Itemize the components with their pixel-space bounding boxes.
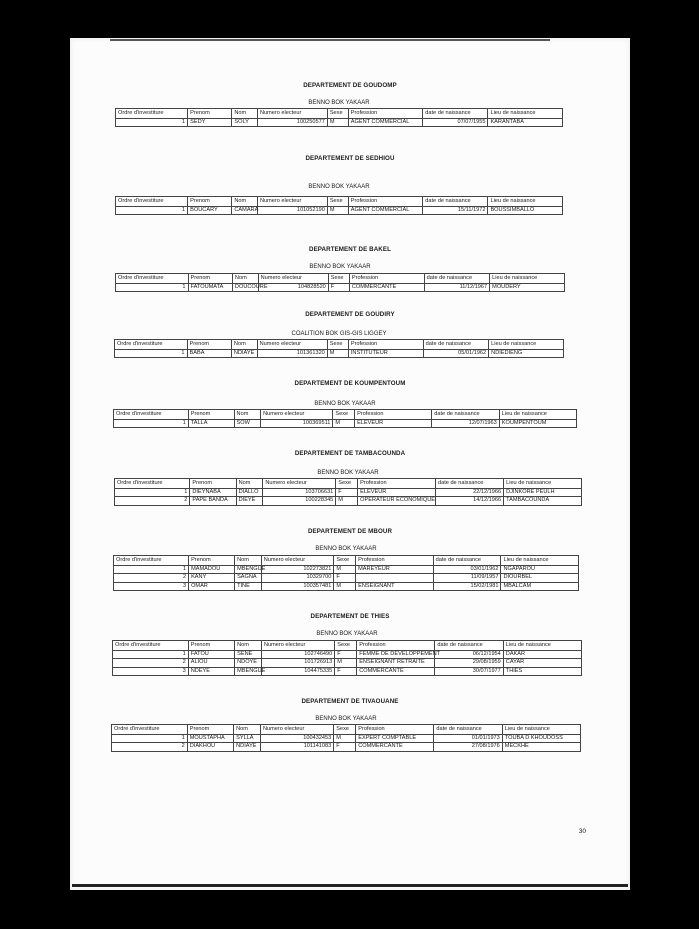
column-header: Numero electeur — [261, 410, 333, 420]
table-cell: M — [333, 419, 355, 428]
table-cell: DIEYE — [236, 497, 263, 506]
table-cell: TAMBACOUNDA — [504, 497, 582, 506]
table-row — [114, 574, 579, 583]
table-row — [114, 419, 577, 428]
column-header: Sexe — [334, 725, 356, 735]
table-cell: F — [336, 488, 358, 497]
departement-title: DEPARTEMENT DE BAKEL — [309, 246, 391, 253]
column-header: Prenom — [189, 556, 235, 566]
column-header: Nom — [232, 197, 258, 207]
column-header: Nom — [236, 479, 263, 489]
table-cell: SYLLA — [234, 734, 261, 743]
table-cell: KOUMPENTOUM — [499, 419, 576, 428]
table-cell: 101052190 — [257, 206, 327, 215]
column-header: Lieu de naissance — [504, 479, 582, 489]
table-cell: NDEYE — [188, 667, 234, 676]
table-cell: M — [327, 118, 348, 127]
table-cell: 2 — [115, 497, 190, 506]
table-cell: F — [328, 283, 349, 292]
table-cell: MBENGUE — [235, 667, 262, 676]
table-header-row — [115, 340, 564, 350]
column-header: Ordre d'investiture — [115, 340, 188, 350]
column-header: Lieu de naissance — [502, 725, 580, 735]
table-cell: 1 — [116, 206, 188, 215]
column-header: Lieu de naissance — [489, 340, 564, 350]
table-row — [116, 283, 565, 292]
column-header: Nom — [235, 556, 262, 566]
column-header: Sexe — [336, 479, 358, 489]
table-header-row — [115, 479, 582, 489]
table-cell: F — [335, 667, 357, 676]
candidates-table — [111, 724, 581, 752]
table-cell: PAPE BANDA — [190, 497, 236, 506]
departement-title: DEPARTEMENT DE TAMBACOUNDA — [294, 450, 406, 457]
table-row — [113, 659, 582, 668]
column-header: date de naissance — [432, 410, 500, 420]
table-cell: 2 — [114, 574, 189, 583]
page-bottom-edge — [72, 884, 628, 887]
table-header-row — [113, 641, 582, 651]
column-header: Profession — [358, 479, 436, 489]
table-cell: 1 — [115, 349, 188, 358]
table-header-row — [112, 725, 581, 735]
table-cell: F — [334, 743, 356, 752]
column-header: Ordre d'investiture — [114, 410, 189, 420]
candidates-table — [112, 640, 582, 676]
table-cell: 102746490 — [261, 650, 334, 659]
column-header: Nom — [234, 410, 261, 420]
table-row — [113, 650, 582, 659]
table-row — [115, 497, 582, 506]
column-header: Sexe — [334, 556, 356, 566]
table-cell: DAKAR — [503, 650, 581, 659]
departement-title: DEPARTEMENT DE SEDHIOU — [305, 155, 395, 162]
table-cell: AGENT COMMERCIAL — [348, 206, 423, 215]
table-cell: M — [334, 565, 356, 574]
table-header-row — [116, 274, 565, 284]
departement-title: DEPARTEMENT DE THIES — [310, 613, 390, 620]
table-row — [115, 349, 564, 358]
table-cell: 101141083 — [260, 743, 333, 752]
column-header: Profession — [357, 641, 435, 651]
table-cell: SENE — [235, 650, 262, 659]
table-cell: M — [336, 497, 358, 506]
column-header: Ordre d'investiture — [115, 479, 190, 489]
table-cell: 2 — [113, 659, 189, 668]
departement-title: DEPARTEMENT DE MBOUR — [307, 528, 393, 535]
column-header: date de naissance — [435, 641, 503, 651]
table-cell: M — [327, 349, 348, 358]
table-row — [116, 118, 563, 127]
table-cell: SOW — [234, 419, 261, 428]
column-header: Nom — [234, 725, 261, 735]
column-header: Numero electeur — [263, 479, 336, 489]
table-cell: FATOUMATA — [188, 283, 232, 292]
departement-title: DEPARTEMENT DE GOUDIRY — [305, 311, 395, 318]
party-name: BENNO BOK YAKAAR — [308, 100, 370, 106]
party-name: BENNO BOK YAKAAR — [315, 716, 377, 722]
table-cell: KARANTABA — [488, 118, 563, 127]
column-header: date de naissance — [424, 274, 489, 284]
table-cell: 1 — [115, 488, 190, 497]
table-cell: BOUSSIMBALLO — [488, 206, 563, 215]
column-header: Numero electeur — [257, 109, 327, 119]
table-cell: DIALLO — [236, 488, 263, 497]
table-cell: 27/08/1976 — [434, 743, 502, 752]
column-header: Ordre d'investiture — [114, 556, 189, 566]
table-cell: 07/07/1955 — [423, 118, 488, 127]
table-cell: 103706631 — [263, 488, 336, 497]
column-header: date de naissance — [423, 197, 488, 207]
table-cell: AGENT COMMERCIAL — [348, 118, 423, 127]
table-cell — [356, 574, 434, 583]
table-cell: NDOYE — [235, 659, 262, 668]
table-cell: FEMME DE DEVELOPPEMENT — [357, 650, 435, 659]
candidates-table — [113, 555, 579, 591]
column-header: Numero electeur — [258, 274, 328, 284]
party-name: BENNO BOK YAKAAR — [314, 401, 376, 407]
departement-title: DEPARTEMENT DE GOUDOMP — [303, 82, 397, 89]
column-header: Sexe — [333, 410, 355, 420]
party-name: BENNO BOK YAKAAR — [309, 264, 371, 270]
table-cell: BOUCARY — [188, 206, 232, 215]
table-cell: 05/01/1962 — [423, 349, 488, 358]
table-cell: M — [334, 734, 356, 743]
table-cell: NDIAYE — [231, 349, 257, 358]
table-cell: MAREYEUR — [356, 565, 434, 574]
column-header: Numero electeur — [261, 556, 334, 566]
table-cell: 1 — [112, 734, 188, 743]
table-cell: MECKHE — [502, 743, 580, 752]
column-header: Ordre d'investiture — [116, 274, 189, 284]
table-row — [114, 582, 579, 591]
table-cell: DIOURBEL — [501, 574, 579, 583]
column-header: date de naissance — [423, 340, 488, 350]
table-cell: BABA — [187, 349, 231, 358]
column-header: Prenom — [187, 725, 233, 735]
table-row — [116, 206, 563, 215]
table-header-row — [114, 556, 579, 566]
column-header: date de naissance — [434, 725, 502, 735]
table-row — [115, 488, 582, 497]
table-cell: 100369511 — [261, 419, 333, 428]
candidates-table — [115, 108, 563, 127]
column-header: Ordre d'investiture — [112, 725, 188, 735]
column-header: Sexe — [335, 641, 357, 651]
table-cell: M — [334, 582, 356, 591]
column-header: Profession — [348, 109, 423, 119]
column-header: date de naissance — [433, 556, 501, 566]
table-cell: 15/02/1981 — [433, 582, 501, 591]
table-cell: KANY — [189, 574, 235, 583]
table-cell: 10329700 — [261, 574, 334, 583]
table-cell: 06/12/1954 — [435, 650, 503, 659]
column-header: Nom — [235, 641, 262, 651]
column-header: Profession — [349, 274, 424, 284]
table-cell: EXPERT COMPTABLE — [356, 734, 434, 743]
table-cell: M — [327, 206, 348, 215]
table-cell: 1 — [114, 419, 189, 428]
table-cell: MBALCAM — [501, 582, 579, 591]
table-cell: TINE — [235, 582, 262, 591]
table-cell: 1 — [116, 118, 188, 127]
table-cell: DJINKORE PEULH — [504, 488, 582, 497]
column-header: Lieu de naissance — [488, 109, 563, 119]
table-cell: OPERATEUR ECONOMIQUE — [358, 497, 436, 506]
candidates-table — [114, 478, 582, 506]
table-cell: ELEVEUR — [358, 488, 436, 497]
table-cell: 101361320 — [257, 349, 327, 358]
table-cell: ENSEIGNANT RETRAITE — [357, 659, 435, 668]
table-row — [113, 667, 582, 676]
candidates-table — [114, 339, 564, 358]
table-row — [114, 565, 579, 574]
departement-title: DEPARTEMENT DE KOUMPENTOUM — [294, 380, 406, 387]
table-cell: SAGNA — [235, 574, 262, 583]
table-cell: 2 — [112, 743, 188, 752]
table-cell: ALIOU — [188, 659, 234, 668]
column-header: Profession — [348, 340, 423, 350]
candidates-table — [115, 273, 565, 292]
table-cell: THIES — [503, 667, 581, 676]
table-cell: MOUDERY — [490, 283, 565, 292]
table-cell: 1 — [113, 650, 189, 659]
column-header: Numero electeur — [257, 340, 327, 350]
table-cell: 100432453 — [260, 734, 333, 743]
column-header: Prenom — [188, 641, 234, 651]
party-name: BENNO BOK YAKAAR — [308, 184, 370, 190]
column-header: Prenom — [188, 274, 232, 284]
column-header: Ordre d'investiture — [116, 109, 188, 119]
column-header: Prenom — [187, 340, 231, 350]
candidates-table — [115, 196, 563, 215]
table-cell: COMMERCANTE — [349, 283, 424, 292]
table-cell: TOUBA D KHOUDOSS — [502, 734, 580, 743]
column-header: Prenom — [188, 109, 232, 119]
table-cell: 03/01/1962 — [433, 565, 501, 574]
table-row — [112, 734, 581, 743]
table-cell: M — [335, 659, 357, 668]
table-cell: 100228345 — [263, 497, 336, 506]
table-cell: DOUCOURE — [232, 283, 258, 292]
page-number: 30 — [578, 828, 586, 835]
table-cell: OMAR — [189, 582, 235, 591]
table-cell: SEDY — [188, 118, 232, 127]
table-cell: FATOU — [188, 650, 234, 659]
column-header: Sexe — [327, 197, 348, 207]
table-cell: 100250577 — [257, 118, 327, 127]
party-name: BENNO BOK YAKAAR — [316, 631, 378, 637]
table-cell: 3 — [114, 582, 189, 591]
column-header: Ordre d'investiture — [113, 641, 189, 651]
departement-title: DEPARTEMENT DE TIVAOUANE — [301, 698, 399, 705]
table-cell: 30/07/1977 — [435, 667, 503, 676]
table-cell: F — [334, 574, 356, 583]
table-cell: ENSEIGNANT — [356, 582, 434, 591]
table-cell: TALLA — [188, 419, 234, 428]
table-cell: 104828520 — [258, 283, 328, 292]
table-cell: 01/01/1973 — [434, 734, 502, 743]
table-cell: ELEVEUR — [355, 419, 432, 428]
candidates-table — [113, 409, 577, 428]
column-header: Profession — [356, 556, 434, 566]
table-cell: INSTITUTEUR — [348, 349, 423, 358]
table-cell: 11/09/1957 — [433, 574, 501, 583]
table-cell: DIEYNABA — [190, 488, 236, 497]
column-header: Prenom — [188, 410, 234, 420]
table-row — [112, 743, 581, 752]
column-header: date de naissance — [436, 479, 504, 489]
column-header: Sexe — [328, 274, 349, 284]
table-cell: NDIAYE — [234, 743, 261, 752]
party-name: BENNO BOK YAKAAR — [315, 546, 377, 552]
column-header: Profession — [356, 725, 434, 735]
column-header: Nom — [232, 109, 258, 119]
column-header: Sexe — [327, 109, 348, 119]
table-cell: MAMADOU — [189, 565, 235, 574]
table-header-row — [116, 197, 563, 207]
table-cell: DIAKHOU — [187, 743, 233, 752]
column-header: Numero electeur — [261, 641, 334, 651]
table-cell: MOUSTAPHA — [187, 734, 233, 743]
column-header: Lieu de naissance — [488, 197, 563, 207]
page-top-edge — [110, 39, 550, 41]
table-cell: 14/12/1966 — [436, 497, 504, 506]
column-header: Lieu de naissance — [503, 641, 581, 651]
column-header: Nom — [231, 340, 257, 350]
column-header: Numero electeur — [257, 197, 327, 207]
table-cell: NGAPAROU — [501, 565, 579, 574]
table-cell: 11/12/1967 — [424, 283, 489, 292]
table-cell: 29/08/1959 — [435, 659, 503, 668]
column-header: Profession — [355, 410, 432, 420]
table-cell: 1 — [114, 565, 189, 574]
party-name: BENNO BOK YAKAAR — [317, 470, 379, 476]
table-cell: 22/12/1966 — [436, 488, 504, 497]
table-header-row — [116, 109, 563, 119]
table-cell: 102273821 — [261, 565, 334, 574]
column-header: Numero electeur — [260, 725, 333, 735]
table-cell: MBENGUE — [235, 565, 262, 574]
column-header: Profession — [348, 197, 423, 207]
table-cell: 104475335 — [261, 667, 334, 676]
column-header: Prenom — [188, 197, 232, 207]
table-cell: 12/07/1963 — [432, 419, 500, 428]
table-cell: 1 — [116, 283, 189, 292]
table-cell: 15/11/1972 — [423, 206, 488, 215]
column-header: Prenom — [190, 479, 236, 489]
table-cell: F — [335, 650, 357, 659]
table-header-row — [114, 410, 577, 420]
table-cell: NDIEDIENG — [489, 349, 564, 358]
column-header: Lieu de naissance — [501, 556, 579, 566]
column-header: Lieu de naissance — [490, 274, 565, 284]
column-header: date de naissance — [423, 109, 488, 119]
column-header: Ordre d'investiture — [116, 197, 188, 207]
table-cell: CAYAR — [503, 659, 581, 668]
column-header: Sexe — [327, 340, 348, 350]
column-header: Lieu de naissance — [499, 410, 576, 420]
scanned-document-page — [70, 38, 630, 890]
table-cell: COMMERCANTE — [357, 667, 435, 676]
column-header: Nom — [232, 274, 258, 284]
table-cell: 100357481 — [261, 582, 334, 591]
party-name: COALITION BOK GIS-GIS LIGGEY — [291, 331, 387, 337]
table-cell: 101726913 — [261, 659, 334, 668]
table-cell: SOLY — [232, 118, 258, 127]
table-cell: CAMARA — [232, 206, 258, 215]
table-cell: 3 — [113, 667, 189, 676]
table-cell: COMMERCANTE — [356, 743, 434, 752]
